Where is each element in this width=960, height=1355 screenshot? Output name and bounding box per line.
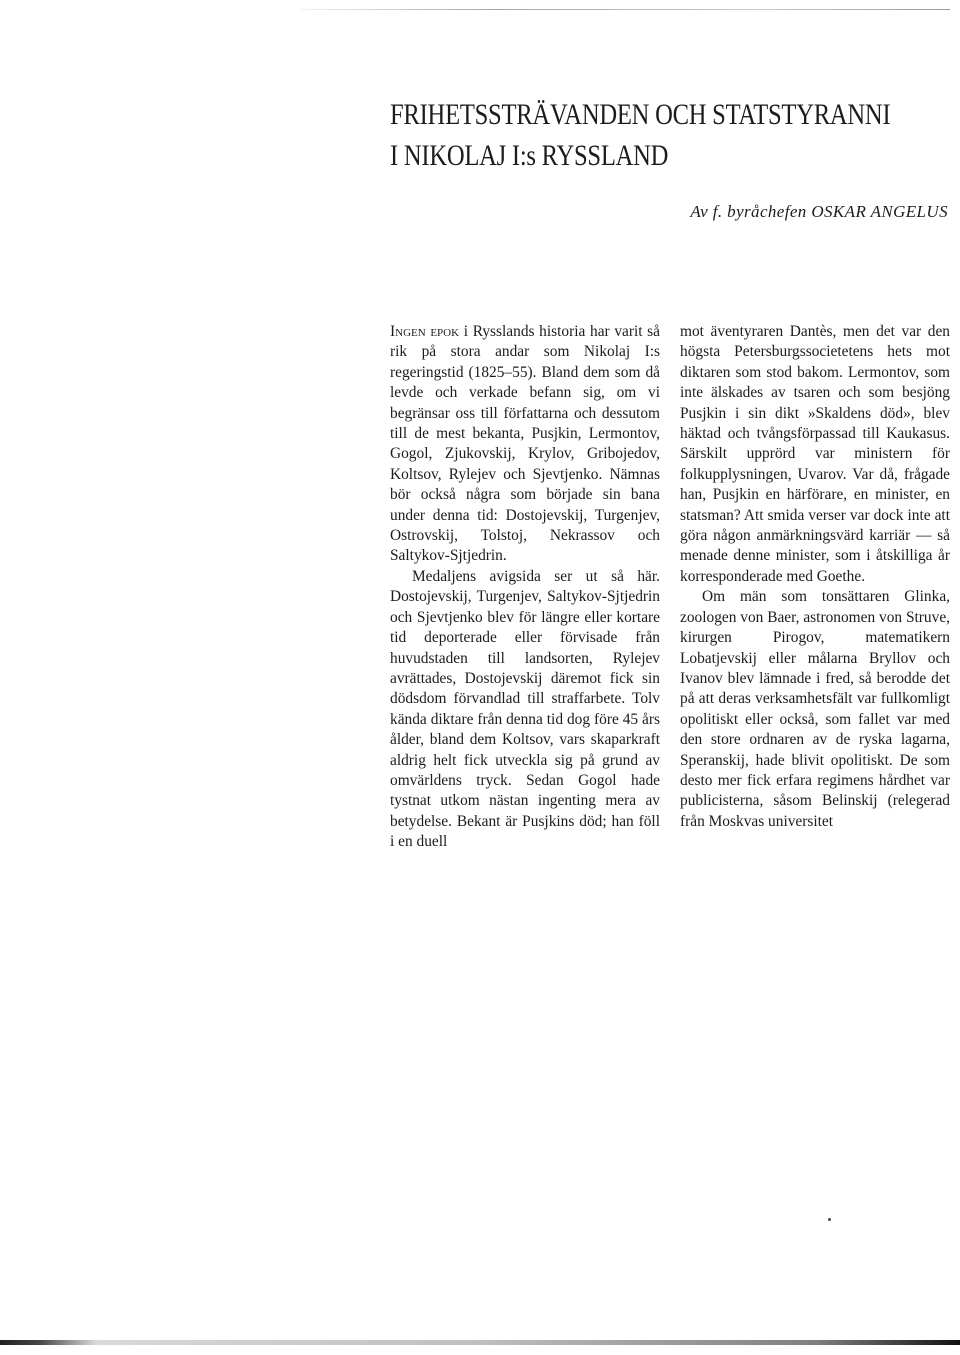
article-title [390, 94, 891, 176]
scan-speck [828, 1218, 831, 1221]
lead-words: Ingen epok [390, 323, 460, 340]
article-byline: Av f. byråchefen OSKAR ANGELUS [690, 202, 948, 221]
scan-edge-bottom [0, 1340, 960, 1345]
paragraph-text: i Rysslands historia har varit så rik på stora andar som Nikolaj I:s regeringstid (1825–55). Bland dem som då levde och verkade befann sig, om vi begränsar oss till författarna och dessutom till de mest bekanta, Pusjkin, Lermontov, Gogol, Zjukovskij, Krylov, Gribojedov, Koltsov, Rylejev och Sjevtjenko. Nämnas bör också några som började sin bana under denna tid: Dostojevskij, Turgenjev, Ostrovskij, Tolstoj, Nekrassov och Saltykov-Sjtjedrin. [390, 323, 661, 565]
article-title-line-2: I NIKOLAJ I:s RYSSLAND [390, 139, 669, 172]
article-title-line-1: FRIHETSSTRÄVANDEN OCH STATSTYRANNI [390, 98, 891, 131]
scan-edge-top [300, 9, 950, 10]
text-column-right [680, 322, 950, 832]
paragraph: Om män som tonsättaren Glinka, zoologen von Baer, astronomen von Struve, kirurgen Pirogov, matematikern Lobatjevskij eller målarna Bryllov och Ivanov blev lämnade i fred, så berodde det på att deras verksamhetsfält var fullkomligt opolitiskt eller också, som fallet var med den store ordnaren av de ryska lagarna, Speranskij, hade blivit opolitiskt. De som desto mer fick erfara regimens hårdhet var publicisterna, såsom Belinskij (relegerad från Moskvas universitet [680, 588, 950, 830]
paragraph: mot äventyraren Dantès, men det var den högsta Petersburgssocietetens hets mot diktaren som stod bakom. Lermontov, som inte älskades av tsaren och som besjöng Pusjkin i sin dikt »Skaldens död», blev häktad och tvångsförpassad till Kaukasus. Särskilt upprörd var ministern för folkupplysningen, Uvarov. Var då, frågade han, Pusjkin en härförare, en minister, en statsman? Att smida verser var dock inte att göra någon anmärkningsvärd karriär — så menade denne minister, som i åtskilliga år korresponderade med Goethe. [680, 323, 950, 585]
text-column-left [390, 322, 660, 853]
paragraph [390, 322, 660, 567]
paragraph: Medaljens avigsida ser ut så här. Dostojevskij, Turgenjev, Saltykov-Sjtjedrin och Sjevtjenko blev för längre eller kortare tid deporterade eller förvisade från huvudstaden till landsorten, Rylejev avrättades, Dostojevskij däremot fick sin dödsdom förvandlad till straffarbete. Tolv kända diktare från denna tid dog före 45 års ålder, bland dem Koltsov, vars skaparkraft aldrig helt fick utveckla sig på grund av omvärldens tryck. Sedan Gogol hade tystnat utkom nästan ingenting mera av betydelse. Bekant är Pusjkins död; han föll i en duell [390, 567, 660, 851]
